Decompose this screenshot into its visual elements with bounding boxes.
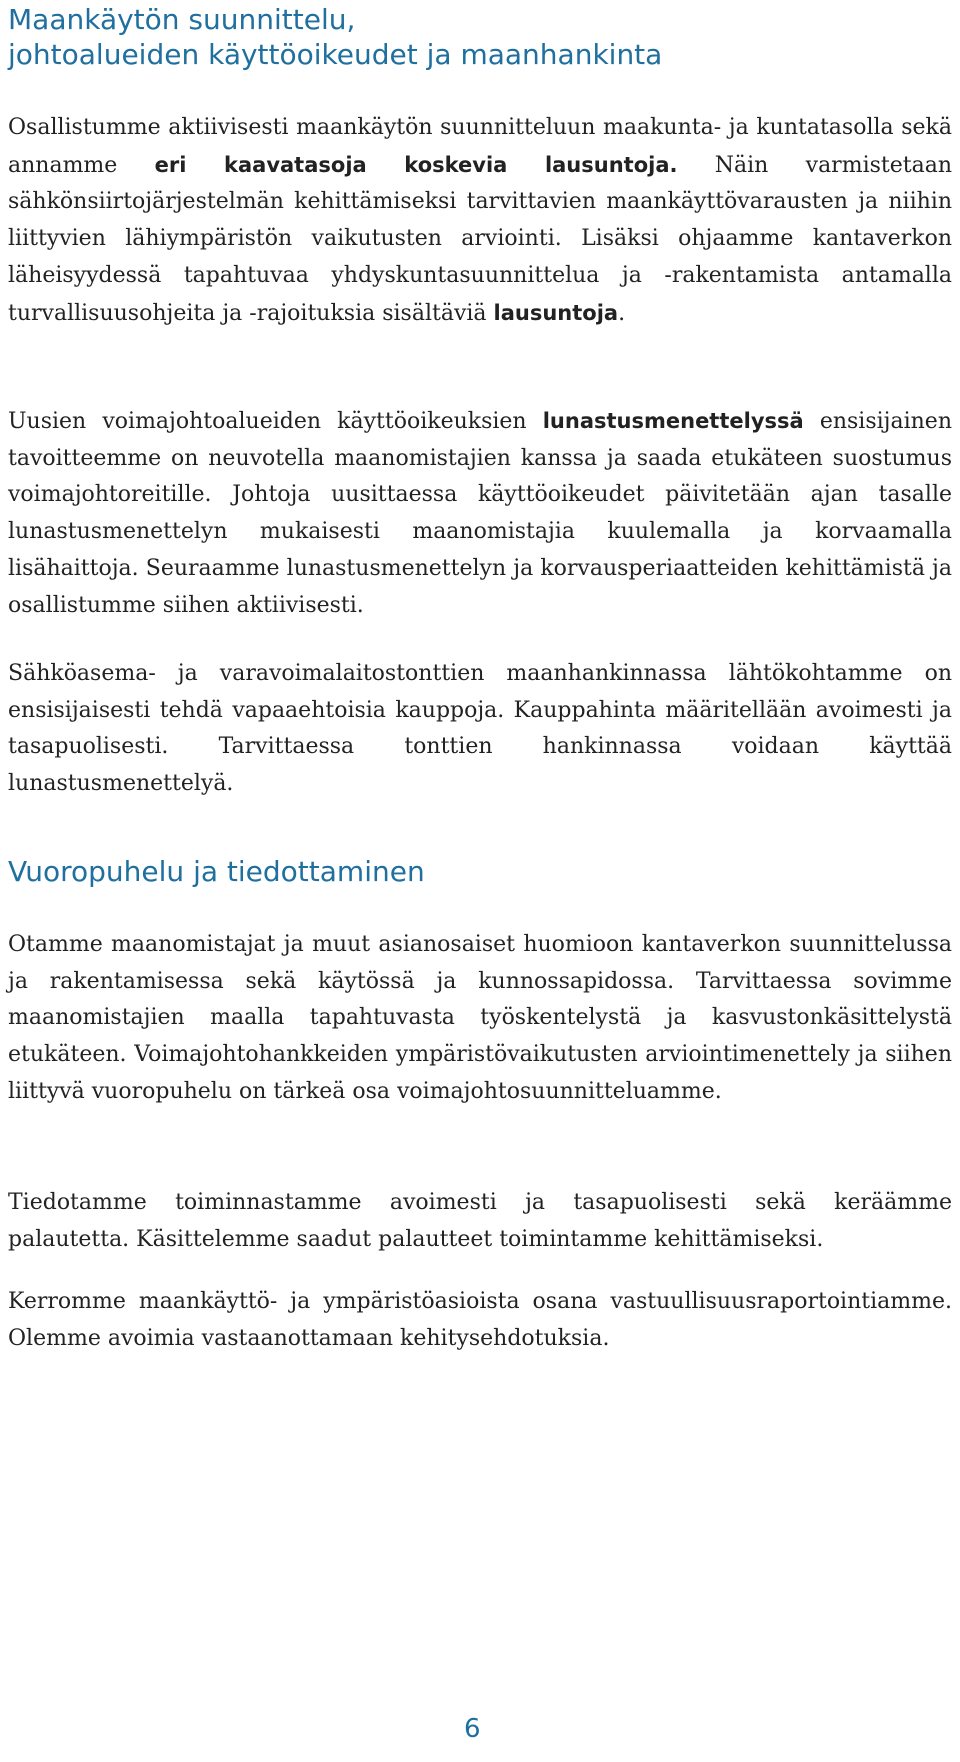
paragraph-redemption [8, 403, 952, 624]
heading-line-1: Maankäytön suunnittelu, [8, 3, 356, 36]
paragraph-communication: Tiedotamme toiminnastamme avoimesti ja tasapuolisesti sekä keräämme palautetta. Käsittelemme saadut palautteet toimintamme kehittämiseksi. [8, 1190, 952, 1252]
paragraph-text: . [618, 300, 626, 326]
paragraph-land-acquisition: Sähköasema- ja varavoimalaitostonttien maanhankinnassa lähtökohtamme on ensisijaisesti tehdä vapaaehtoisia kauppoja. Kauppahinta määritellään avoimesti ja tasapuolisesti. Tarvittaessa tonttien hankinnassa voidaan käyttää lunastusmenettelyä. [8, 661, 952, 797]
paragraph-text: Osallistumme aktiivisesti maankäytön suunnitteluun maakunta- ja kuntatasolla sekä annamme [8, 115, 952, 178]
section-heading-land-use [8, 2, 662, 72]
section-heading-dialogue: Vuoropuhelu ja tiedottaminen [8, 855, 425, 888]
paragraph-planning [8, 110, 952, 332]
bold-term: eri kaavatasoja koskevia lausuntoja. [154, 152, 678, 177]
paragraph-landowners: Otamme maanomistajat ja muut asianosaiset huomioon kantaverkon suunnittelussa ja rakentamisessa sekä käytössä ja kunnossapidossa. Tarvittaessa sovimme maanomistajien maalla tapahtuvasta työskentelystä ja kasvustonkäsittelystä etukäteen. Voimajohtohankkeiden ympäristövaikutusten arviointimenettely ja siihen liittyvä vuoropuhelu on tärkeä osa voimajohtosuunnitteluamme. [8, 932, 952, 1104]
page-number: 6 [464, 1714, 481, 1744]
paragraph-text: ensisijainen tavoitteemme on neuvotella maanomistajien kanssa ja saada etukäteen suostumus voimajohtoreitille. Johtoja uusittaessa käyttöoikeudet päivitetään ajan tasalle lunastusmenettelyn mukaisesti maanomistajia kuulemalla ja korvaamalla lisähaittoja. Seuraamme lunastusmenettelyn ja korvausperiaatteiden kehittämistä ja osallistumme siihen aktiivisesti. [8, 409, 952, 618]
document-page [8, 0, 952, 1762]
paragraph-text: Uusien voimajohtoalueiden käyttöoikeuksien [8, 409, 543, 434]
bold-term: lunastusmenettelyssä [542, 409, 804, 433]
paragraph-reporting: Kerromme maankäyttö- ja ympäristöasioista osana vastuullisuusraportointiamme. Olemme avoimia vastaanottamaan kehitysehdotuksia. [8, 1289, 952, 1351]
bold-term: lausuntoja [493, 300, 619, 325]
paragraph-text: Näin varmistetaan sähkönsiirtojärjestelmän kehittämiseksi tarvittavien maankäyttövarausten ja niihin liittyvien lähiympäristön vaikutusten arviointi. Lisäksi ohjaamme kantaverkon läheisyydessä tapahtuvaa yhdyskuntasuunnittelua ja -rakentamista antamalla turvallisuusohjeita ja -rajoituksia sisältäviä [8, 152, 952, 326]
heading-line-2: johtoalueiden käyttöoikeudet ja maanhankinta [8, 38, 663, 71]
